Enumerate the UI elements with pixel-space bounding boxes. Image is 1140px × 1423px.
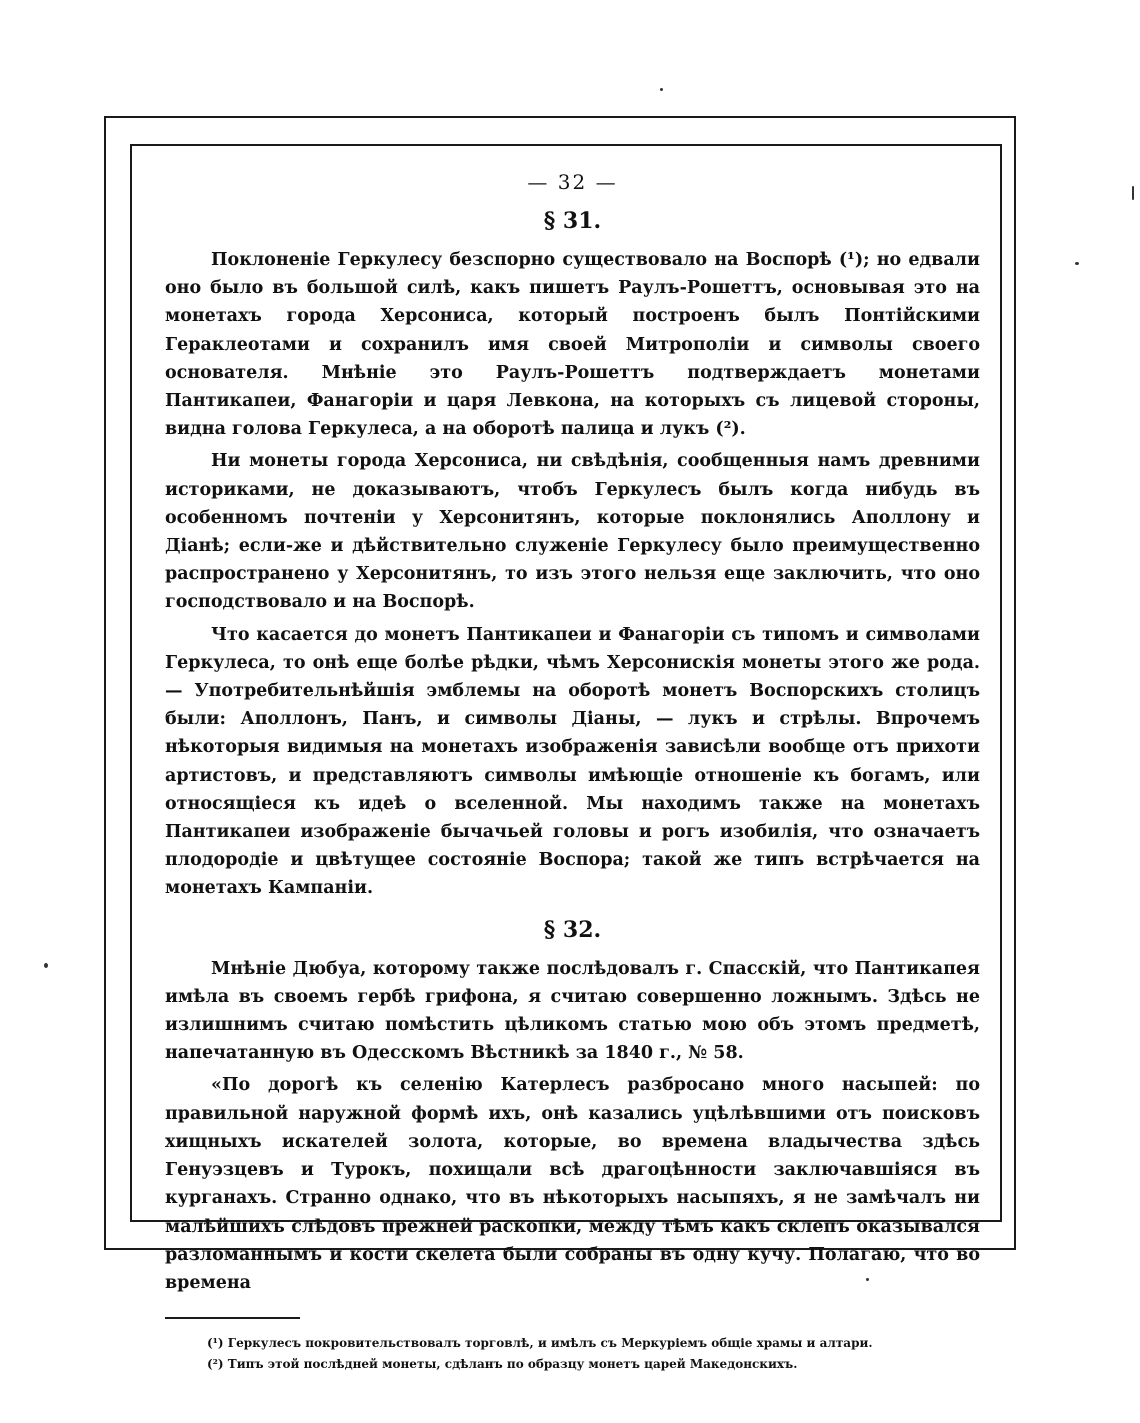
scan-speck: [1132, 186, 1134, 200]
page-number: — 32 —: [527, 170, 618, 194]
scan-speck: [44, 963, 48, 968]
page-content: [165, 166, 980, 1375]
scan-speck: [1075, 262, 1079, 265]
paragraph: Мнѣніе Дюбуа, которому также послѣдовалъ г. Спасскій, что Пантикапея имѣла въ своемъ гербѣ грифона, я считаю совершенно ложнымъ. Здѣсь не излишнимъ считаю помѣстить цѣликомъ статью мою объ этомъ предметѣ, напечатанную въ Одесскомъ Вѣстникѣ за 1840 г., № 58.: [165, 958, 980, 1064]
section-32: [165, 917, 980, 1297]
footnote-divider: [165, 1317, 300, 1319]
paragraph: Ни монеты города Херсониса, ни свѣдѣнія, сообщенныя намъ древними историками, не доказываютъ, чтобъ Геркулесъ былъ когда нибудь въ особенномъ почтеніи у Херсонитянъ, которые поклонялись Аполлону и Діанѣ; если-же и дѣйствительно служеніе Геркулесу было преимущественно распространено у Херсонитянъ, то изъ этого нельзя еще заключить, что оно господствовало и на Воспорѣ.: [165, 451, 980, 613]
footnote: (¹) Геркулесъ покровительствовалъ торговлѣ, и имѣлъ съ Меркуріемъ общіе храмы и алтари.: [207, 1336, 873, 1351]
scan-speck: [660, 88, 663, 91]
paragraph: «По дорогѣ къ селенію Катерлесъ разбросано много насыпей: по правильной наружной формѣ ихъ, онѣ казались уцѣлѣвшими отъ поисковъ хищныхъ искателей золота, которые, во времена владычества здѣсь Генуэзцевъ и Турокъ, похищали всѣ драгоцѣнности заключавшіяся въ курганахъ. Странно однако, что въ нѣкоторыхъ насыпяхъ, я не замѣчалъ ни малѣйшихъ слѣдовъ прежней раскопки, между тѣмъ какъ склепъ оказывался разломаннымъ и кости скелета были собраны въ одну кучу. Полагаю, что во времена: [165, 1075, 980, 1293]
footnote: (²) Типъ этой послѣдней монеты, сдѣланъ по образцу монетъ царей Македонскихъ.: [207, 1357, 798, 1372]
section-31: [165, 208, 980, 903]
paragraph: Поклоненіе Геркулесу безспорно существовало на Воспорѣ (¹); но едвали оно было въ большой силѣ, какъ пишетъ Раулъ-Рошеттъ, основывая это на монетахъ города Херсониса, который построенъ былъ Понтійскими Гераклеотами и сохранилъ имя своей Митрополіи и символы своего основателя. Мнѣніе это Раулъ-Рошеттъ подтверждаетъ монетами Пантикапеи, Фанагоріи и царя Левкона, на которыхъ съ лицевой стороны, видна голова Геркулеса, а на оборотѣ палица и лукъ (²).: [165, 250, 980, 440]
paragraph: Что касается до монетъ Пантикапеи и Фанагоріи съ типомъ и символами Геркулеса, то онѣ еще болѣе рѣдки, чѣмъ Херсонискія монеты этого же рода. — Употребительнѣйшія эмблемы на оборотѣ монетъ Воспорскихъ столицъ были: Аполлонъ, Панъ, и символы Діаны, — лукъ и стрѣлы. Впрочемъ нѣкоторыя видимыя на монетахъ изображенія зависѣли вообще отъ прихоти артистовъ, и представляютъ символы имѣющіе отношеніе къ богамъ, или относящіеся къ идеѣ о вселенной. Мы находимъ также на монетахъ Пантикапеи изображеніе бычачьей головы и рогъ изобилія, что означаетъ плодородіе и цвѣтущее состояніе Воспора; такой же типъ встрѣчается на монетахъ Кампаніи.: [165, 624, 980, 899]
section-title: § 32.: [543, 916, 602, 943]
section-title: § 31.: [543, 208, 602, 234]
